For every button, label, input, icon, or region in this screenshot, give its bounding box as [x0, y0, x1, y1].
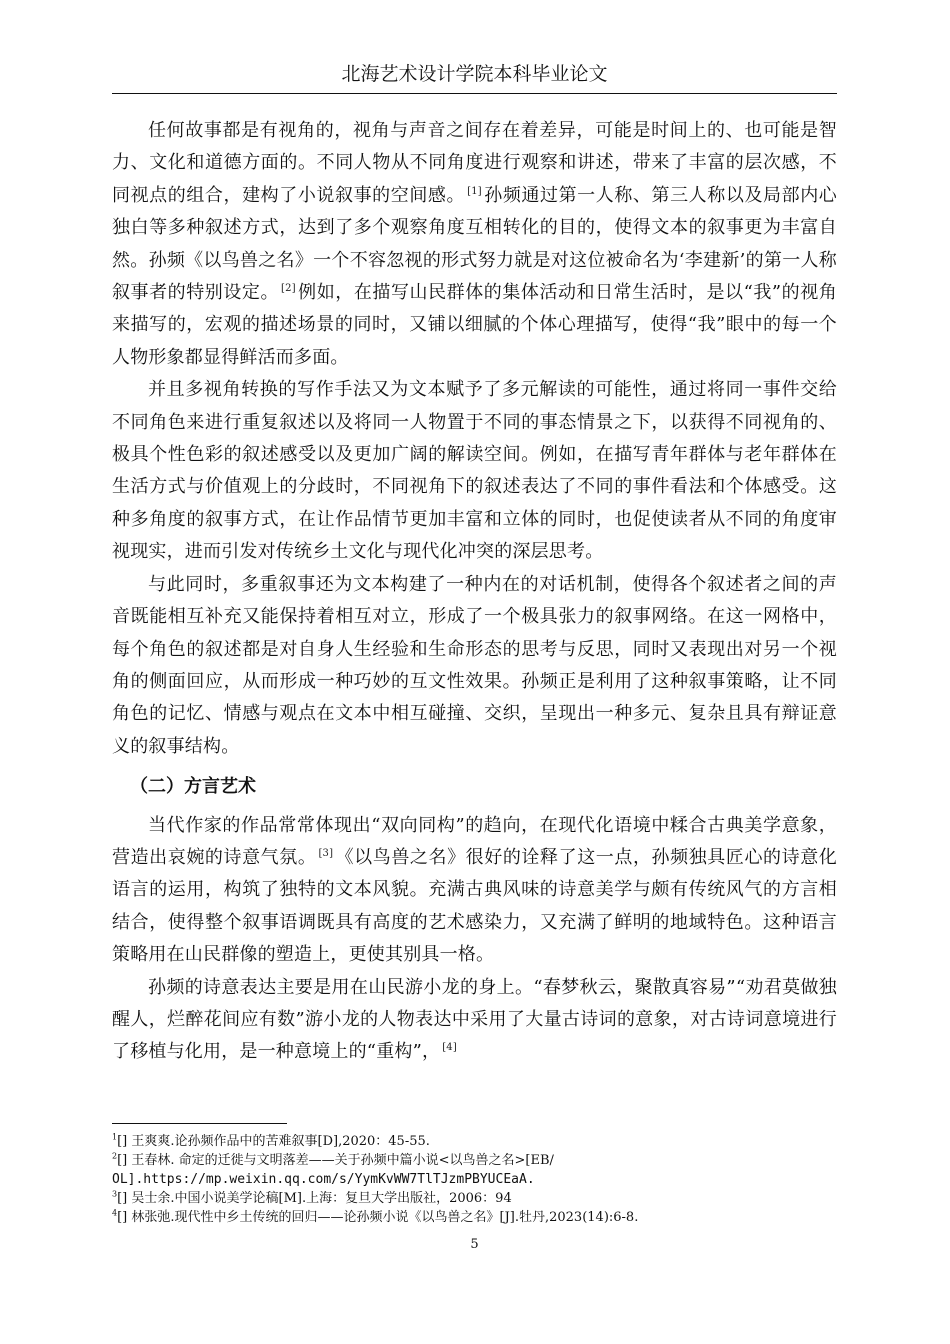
- footnote-2: [112, 1151, 837, 1170]
- running-header: 北海艺术设计学院本科毕业论文: [341, 63, 608, 85]
- paragraph-3: 与此同时，多重叙事还为文本构建了一种内在的对话机制，使得各个叙述者之间的声音既能相互补充又能保持着相互对立，形成了一个极具张力的叙事网络。在这一网格中，每个角色的叙述都是对自身人生经验和生命形态的思考与反思，同时又表现出对另一个视角的侧面回应，从而形成一种巧妙的互文性效果。孙频正是利用了这种叙事策略，让不同角色的记忆、情感与观点在文本中相互碰撞、交织，呈现出一种多元、复杂且具有辩证意义的叙事结构。: [112, 573, 837, 757]
- footnote-mark: 4: [112, 1208, 118, 1218]
- footnote-mark: 1: [112, 1132, 118, 1142]
- paragraph-4-text-a: 当代作家的作品常常体现出“双向同构”的趋向，在现代化语境中糅合古典美学意象，营造出哀婉的诗意气氛。: [112, 814, 837, 868]
- paragraph-1: [112, 115, 837, 374]
- footnote-mark: 2: [112, 1151, 118, 1161]
- paragraph-4: [112, 810, 837, 972]
- header-rule: [112, 93, 837, 94]
- paragraph-5: [112, 972, 837, 1069]
- footnote-rule: [112, 1123, 287, 1124]
- section-heading: （二）方言艺术: [130, 776, 256, 798]
- citation-3[interactable]: [3]: [318, 847, 334, 859]
- footnote-text: [] 吴士余.中国小说美学论稿[M].上海：复旦大学出版社，2006：94: [117, 1191, 512, 1206]
- footnote-text: [] 林张弛.现代性中乡土传统的回归——论孙频小说《以鸟兽之名》[J].牡丹,2023(14):6-8.: [117, 1210, 639, 1225]
- citation-2[interactable]: [2]: [281, 283, 296, 295]
- footnote-4: [112, 1208, 837, 1227]
- paragraph-1-text-a: 任何故事都是有视角的，视角与声音之间存在着差异，可能是时间上的、也可能是智力、文化和道德方面的。不同人物从不同角度进行观察和讲述，带来了丰富的层次感，不同视点的组合，建构了小说叙事的空间感。: [112, 120, 837, 206]
- footnote-text: [] 王春林. 命定的迁徙与文明落差——关于孙频中篇小说<以鸟兽之名>[EB/: [117, 1153, 554, 1168]
- paragraph-1-text-b: 孙频通过第一人称、第三人称以及局部内心独白等多种叙述方式，达到了多个观察角度互相转化的目的，使得文本的叙事更为丰富自然。孙频《以鸟兽之名》一个不容忽视的形式努力就是对这位被命名为‘李建新’的第一人称叙事者的特别设定。: [112, 184, 837, 304]
- footnotes: [112, 1132, 837, 1227]
- paragraph-4-text-b: 《以鸟兽之名》很好的诠释了这一点，孙频独具匠心的诗意化语言的运用，构筑了独特的文本风貌。充满古典风味的诗意美学与颇有传统风气的方言相结合，使得整个叙事语调既具有高度的艺术感染力，又充满了鲜明的地域特色。这种语言策略用在山民群像的塑造上，更使其别具一格。: [112, 846, 837, 966]
- citation-1[interactable]: [1]: [467, 185, 482, 197]
- paragraph-1-text-c: 例如，在描写山民群体的集体活动和日常生活时，是以“我”的视角来描写的，宏观的描述场景的同时，又铺以细腻的个体心理描写，使得“我”眼中的每一个人物形象都显得鲜活而多面。: [112, 282, 837, 368]
- paragraph-2: 并且多视角转换的写作手法又为文本赋予了多元解读的可能性，通过将同一事件交给不同角色来进行重复叙述以及将同一人物置于不同的事态情景之下，以获得不同视角的、极具个性色彩的叙述感受以及更加广阔的解读空间。例如，在描写青年群体与老年群体在生活方式与价值观上的分歧时，不同视角下的叙述表达了不同的事件看法和个体感受。这种多角度的叙事方式，在让作品情节更加丰富和立体的同时，也促使读者从不同的角度审视现实，进而引发对传统乡土文化与现代化冲突的深层思考。: [112, 379, 837, 563]
- footnote-mark: 3: [112, 1189, 118, 1199]
- paragraph-5-text: 孙频的诗意表达主要是用在山民游小龙的身上。“春梦秋云，聚散真容易”“劝君莫做独醒人，烂醉花间应有数”游小龙的人物表达中采用了大量古诗词的意象，对古诗词意境进行了移植与化用，是一种意境上的“重构”，: [112, 976, 837, 1063]
- footnote-2-url[interactable]: OL].https://mp.weixin.qq.com/s/YymKvWW7TlTJzmPBYUCEaA.: [112, 1172, 535, 1187]
- body-text: [112, 115, 837, 1069]
- footnote-3: [112, 1189, 837, 1208]
- footnote-text: [] 王爽爽.论孙频作品中的苦难叙事[D],2020：45-55.: [117, 1134, 430, 1149]
- citation-4[interactable]: [4]: [442, 1042, 457, 1054]
- page-number: 5: [470, 1237, 479, 1252]
- footnote-1: [112, 1132, 837, 1151]
